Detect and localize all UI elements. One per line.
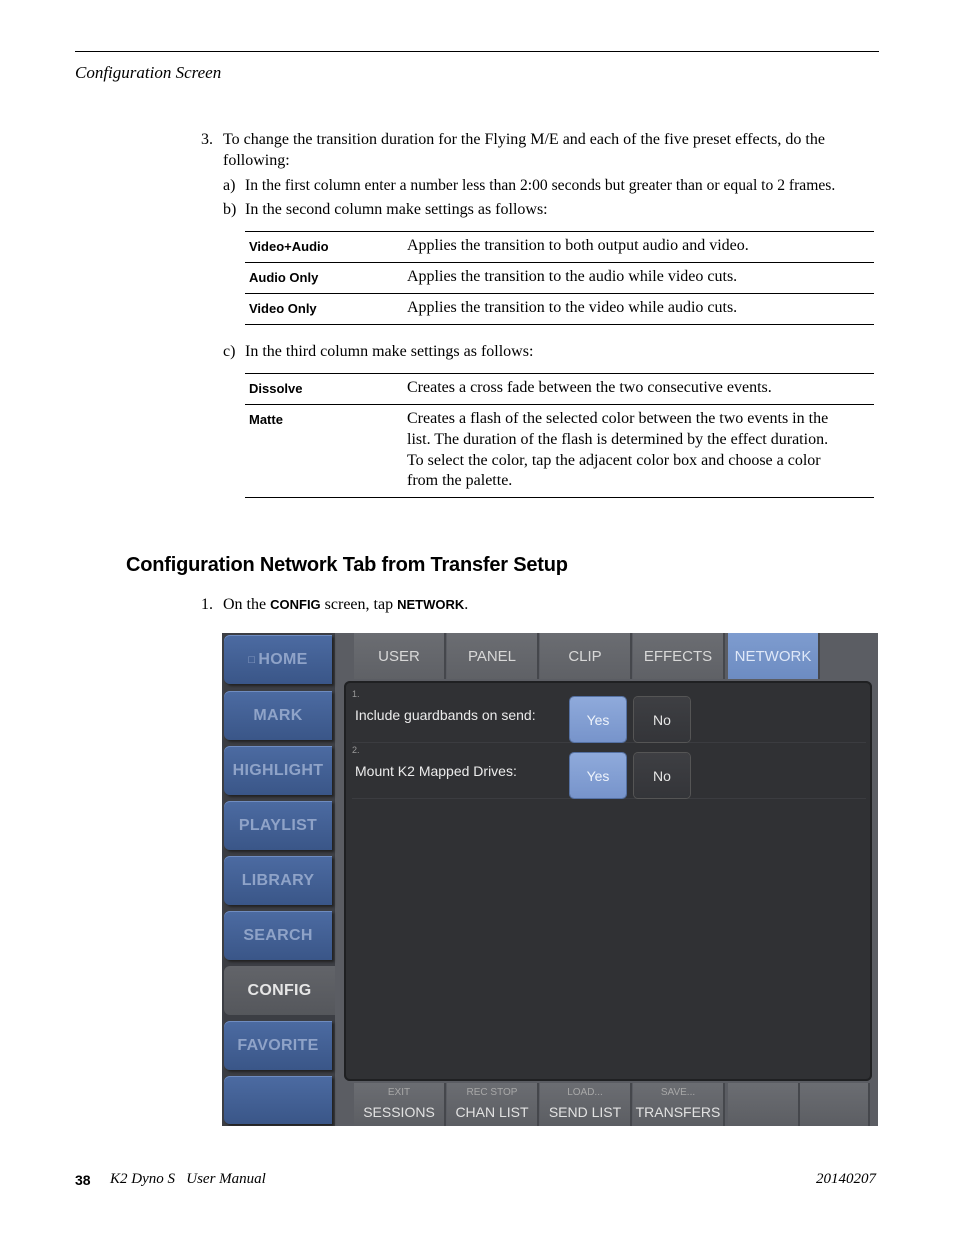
- nav-config[interactable]: CONFIG: [224, 966, 335, 1015]
- table-rule: [245, 293, 874, 294]
- row-label: Include guardbands on send:: [355, 707, 536, 723]
- button-label: SEND LIST: [548, 1104, 622, 1120]
- table-rule: [245, 404, 874, 405]
- network-keyword: NETWORK: [397, 597, 465, 612]
- button-sublabel: [728, 1087, 798, 1099]
- footer-date: 20140207: [816, 1171, 876, 1187]
- chan-list-button[interactable]: [447, 1083, 539, 1126]
- table-term: Matte: [249, 412, 283, 427]
- step1-text: [223, 595, 468, 616]
- setting-row: [352, 743, 866, 799]
- mount-drives-no-button[interactable]: No: [634, 753, 690, 798]
- tab-user[interactable]: USER: [354, 633, 446, 679]
- nav-home[interactable]: [224, 635, 332, 684]
- nav-library[interactable]: LIBRARY: [224, 856, 332, 905]
- table-rule: [245, 231, 874, 232]
- section-header: Configuration Screen: [75, 63, 222, 82]
- footer-title: K2 Dyno S User Manual: [110, 1171, 266, 1187]
- step-number: 3.: [201, 131, 213, 148]
- substep-b-label: b): [223, 201, 237, 218]
- button-label: TRANSFERS: [635, 1104, 721, 1120]
- table-term: Audio Only: [249, 270, 319, 285]
- transfers-button[interactable]: [633, 1083, 725, 1126]
- tab-clip[interactable]: CLIP: [540, 633, 632, 679]
- guardbands-yes-button[interactable]: Yes: [570, 697, 626, 742]
- config-keyword: CONFIG: [270, 597, 321, 612]
- substep-c-label: c): [223, 343, 236, 360]
- nav-empty[interactable]: [224, 1076, 332, 1124]
- step1-post: .: [464, 596, 469, 613]
- table-desc: To select the color, tap the adjacent color box and choose a color: [407, 452, 821, 469]
- nav-playlist[interactable]: PLAYLIST: [224, 801, 332, 850]
- page-number: 38: [75, 1172, 91, 1188]
- button-sublabel: EXIT: [387, 1087, 411, 1098]
- step1-mid: screen, tap: [324, 596, 394, 613]
- substep-b-text: In the second column make settings as follows:: [245, 201, 548, 218]
- nav-mark[interactable]: MARK: [224, 691, 332, 740]
- top-tabs: [354, 633, 878, 681]
- nav-label: HOME: [258, 650, 308, 668]
- row-number: 2.: [352, 745, 360, 755]
- table-desc: Applies the transition to the audio while video cuts.: [407, 268, 738, 285]
- button-sublabel: [800, 1087, 868, 1099]
- table-rule: [245, 262, 874, 263]
- substep-a-label: a): [223, 177, 236, 194]
- empty-button[interactable]: [800, 1083, 870, 1126]
- table-term: Video Only: [249, 301, 317, 316]
- table-desc: Applies the transition to both output audio and video.: [407, 237, 749, 254]
- sessions-button[interactable]: [354, 1083, 446, 1126]
- section-heading: Configuration Network Tab from Transfer Setup: [126, 554, 568, 576]
- nav-search[interactable]: SEARCH: [224, 911, 332, 960]
- left-nav: [222, 633, 335, 1126]
- button-sublabel: SAVE...: [660, 1087, 696, 1098]
- step-number: 1.: [201, 596, 213, 613]
- step1-pre: On the: [223, 596, 267, 613]
- network-settings-panel: [344, 681, 872, 1081]
- table-desc: Applies the transition to the video while audio cuts.: [407, 299, 738, 316]
- substep-a-text: In the first column enter a number less than 2:00 seconds but greater than or equal to 2 frames.: [245, 177, 836, 194]
- guardbands-no-button[interactable]: No: [634, 697, 690, 742]
- button-sublabel: LOAD...: [567, 1087, 603, 1098]
- step-text-line1: To change the transition duration for the Flying M/E and each of the five preset effects, do the: [223, 131, 825, 148]
- nav-favorite[interactable]: FAVORITE: [224, 1021, 332, 1070]
- empty-button[interactable]: [728, 1083, 800, 1126]
- table-term: Dissolve: [249, 381, 303, 396]
- substep-c-text: In the third column make settings as follows:: [245, 343, 534, 360]
- table-rule: [245, 497, 874, 498]
- button-label: SESSIONS: [363, 1104, 435, 1120]
- table-desc: Creates a flash of the selected color between the two events in the: [407, 410, 829, 427]
- bottom-buttons: [354, 1081, 878, 1126]
- button-sublabel: REC STOP: [466, 1087, 518, 1098]
- tab-network[interactable]: NETWORK: [728, 633, 820, 679]
- setting-row: [352, 687, 866, 743]
- table-desc: Creates a cross fade between the two consecutive events.: [407, 379, 772, 396]
- header-rule: [75, 51, 879, 52]
- mount-drives-yes-button[interactable]: Yes: [570, 753, 626, 798]
- send-list-button[interactable]: [540, 1083, 632, 1126]
- table-desc: list. The duration of the flash is determined by the effect duration.: [407, 431, 829, 448]
- table-term: Video+Audio: [249, 239, 329, 254]
- button-label: CHAN LIST: [455, 1104, 529, 1120]
- row-label: Mount K2 Mapped Drives:: [355, 763, 517, 779]
- home-icon: □: [248, 653, 256, 666]
- tab-panel[interactable]: PANEL: [447, 633, 539, 679]
- screenshot-config-network: [222, 633, 878, 1126]
- row-number: 1.: [352, 689, 360, 699]
- step-text-line2: following:: [223, 152, 290, 169]
- table-desc: from the palette.: [407, 472, 513, 489]
- nav-highlight[interactable]: HIGHLIGHT: [224, 746, 332, 795]
- tab-effects[interactable]: EFFECTS: [633, 633, 725, 679]
- table-rule: [245, 324, 874, 325]
- table-rule: [245, 373, 874, 374]
